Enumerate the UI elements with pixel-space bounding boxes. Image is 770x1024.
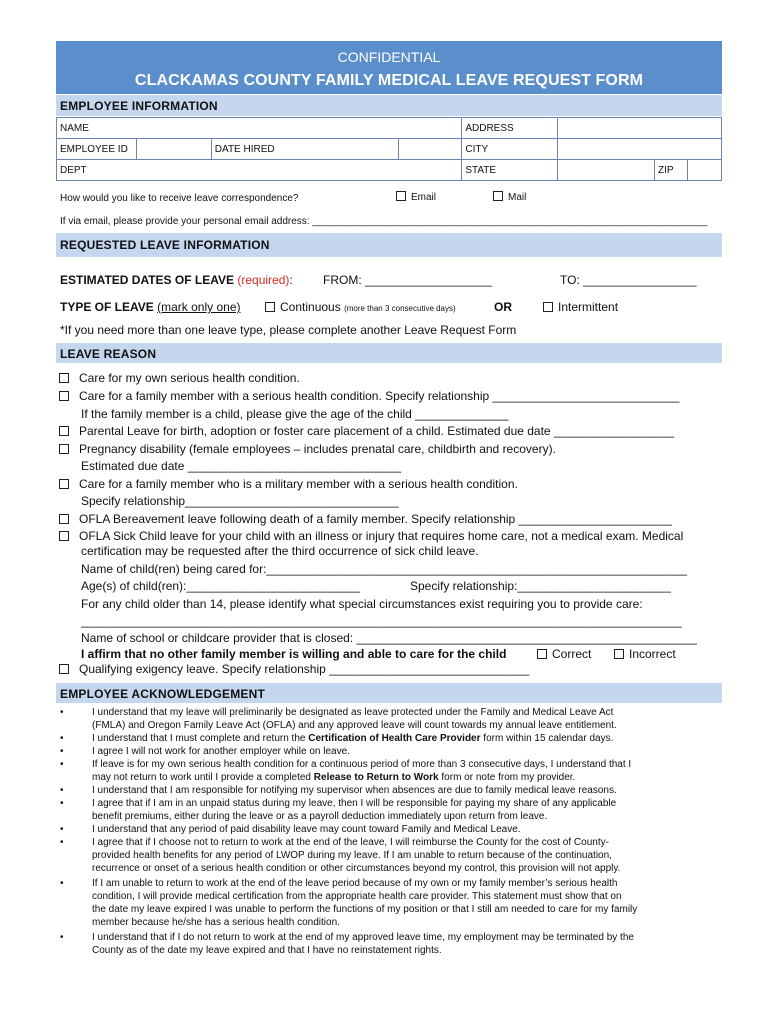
family-member-checkbox[interactable]	[59, 391, 69, 401]
employee-id-label: EMPLOYEE ID	[57, 139, 137, 160]
state-field[interactable]	[558, 160, 655, 181]
email-option[interactable]: Email	[396, 192, 436, 203]
parental-leave-checkbox[interactable]	[59, 426, 69, 436]
leave-reason-heading: LEAVE REASON	[56, 343, 722, 363]
dept-label: DEPT	[57, 160, 462, 181]
mark-only-one-note: (mark only one)	[157, 300, 241, 314]
state-label: STATE	[462, 160, 558, 181]
older-child-circumstances-label: For any child older than 14, please identify what special circumstances exist requiring you to provide care:	[81, 597, 643, 611]
child-relationship-field[interactable]: Specify relationship:_______________________	[410, 579, 671, 593]
email-checkbox[interactable]	[396, 191, 406, 201]
correct-option[interactable]: Correct	[537, 647, 591, 661]
leave-type-note: *If you need more than one leave type, please complete another Leave Request Form	[60, 323, 517, 337]
intermittent-option[interactable]: Intermittent	[543, 300, 618, 314]
city-label: CITY	[462, 139, 558, 160]
date-hired-label: DATE HIRED	[211, 139, 399, 160]
continuous-option[interactable]: Continuous (more than 3 consecutive days)	[265, 300, 456, 314]
military-relationship-field[interactable]: Specify relationship________________________________	[81, 494, 399, 508]
address-field[interactable]	[558, 118, 722, 139]
intermittent-checkbox[interactable]	[543, 302, 553, 312]
or-label: OR	[494, 300, 512, 314]
city-field[interactable]	[558, 139, 722, 160]
estimated-dates-row: ESTIMATED DATES OF LEAVE (required):	[60, 273, 293, 287]
type-of-leave-label: TYPE OF LEAVE (mark only one)	[60, 300, 241, 314]
reason-exigency[interactable]: Qualifying exigency leave. Specify relationship ______________________________	[59, 662, 529, 676]
own-condition-checkbox[interactable]	[59, 373, 69, 383]
reason-pregnancy[interactable]: Pregnancy disability (female employees – includes prenatal care, childbirth and recovery).	[59, 442, 556, 456]
affirmation-statement: I affirm that no other family member is willing and able to care for the child	[81, 647, 507, 661]
confidential-label: CONFIDENTIAL	[337, 49, 441, 65]
address-label: ADDRESS	[462, 118, 558, 139]
correct-checkbox[interactable]	[537, 649, 547, 659]
closed-school-field[interactable]: Name of school or childcare provider that is closed: ___________________________________________________	[81, 631, 697, 645]
bereavement-checkbox[interactable]	[59, 514, 69, 524]
reason-military-family[interactable]: Care for a family member who is a military member with a serious health condition.	[59, 477, 518, 491]
children-names-field[interactable]: Name of child(ren) being cared for:_______________________________________________________________	[81, 562, 687, 576]
reason-parental-leave[interactable]: Parental Leave for birth, adoption or foster care placement of a child. Estimated due date __________________	[59, 424, 674, 438]
correspondence-question: How would you like to receive leave correspondence?	[60, 193, 299, 204]
zip-field[interactable]	[688, 160, 722, 181]
military-family-checkbox[interactable]	[59, 479, 69, 489]
from-date-field[interactable]: FROM: ___________________	[323, 273, 492, 287]
required-note: (required)	[237, 273, 290, 287]
exigency-checkbox[interactable]	[59, 664, 69, 674]
child-age-field[interactable]: If the family member is a child, please give the age of the child ______________	[81, 407, 509, 421]
form-title: CLACKAMAS COUNTY FAMILY MEDICAL LEAVE REQUEST FORM	[134, 72, 644, 89]
reason-own-condition[interactable]: Care for my own serious health condition.	[59, 371, 300, 385]
employee-id-field[interactable]	[136, 139, 211, 160]
email-address-prompt[interactable]: If via email, please provide your personal email address: _______________________________________________________________________	[60, 216, 708, 227]
estimated-dates-label: ESTIMATED DATES OF LEAVE	[60, 273, 235, 287]
mail-option[interactable]: Mail	[493, 192, 526, 203]
employee-information-heading: EMPLOYEE INFORMATION	[56, 95, 722, 116]
incorrect-option[interactable]: Incorrect	[614, 647, 676, 661]
reason-family-member[interactable]: Care for a family member with a serious health condition. Specify relationship ____________________________	[59, 389, 679, 403]
mail-checkbox[interactable]	[493, 191, 503, 201]
name-label: NAME	[57, 118, 462, 139]
older-child-circumstances-field[interactable]: __________________________________________________________________________________________	[81, 614, 682, 628]
continuous-checkbox[interactable]	[265, 302, 275, 312]
requested-leave-heading: REQUESTED LEAVE INFORMATION	[56, 233, 722, 257]
employee-info-table	[56, 117, 722, 181]
reason-sick-child[interactable]: OFLA Sick Child leave for your child with an illness or injury that requires home care, not a medical exam. Medical	[59, 529, 683, 543]
children-ages-field[interactable]: Age(s) of child(ren):__________________________	[81, 579, 360, 593]
form-header	[56, 41, 722, 94]
reason-bereavement[interactable]: OFLA Bereavement leave following death of a family member. Specify relationship _______________________	[59, 512, 672, 526]
incorrect-checkbox[interactable]	[614, 649, 624, 659]
sick-child-cert-note: certification may be requested after the third occurrence of sick child leave.	[81, 544, 479, 558]
employee-acknowledgement-heading: EMPLOYEE ACKNOWLEDGEMENT	[56, 683, 722, 703]
pregnancy-due-date-field[interactable]: Estimated due date ________________________________	[81, 459, 402, 473]
sick-child-checkbox[interactable]	[59, 531, 69, 541]
to-date-field[interactable]: TO: _________________	[560, 273, 697, 287]
zip-label: ZIP	[655, 160, 688, 181]
date-hired-field[interactable]	[399, 139, 462, 160]
pregnancy-checkbox[interactable]	[59, 444, 69, 454]
